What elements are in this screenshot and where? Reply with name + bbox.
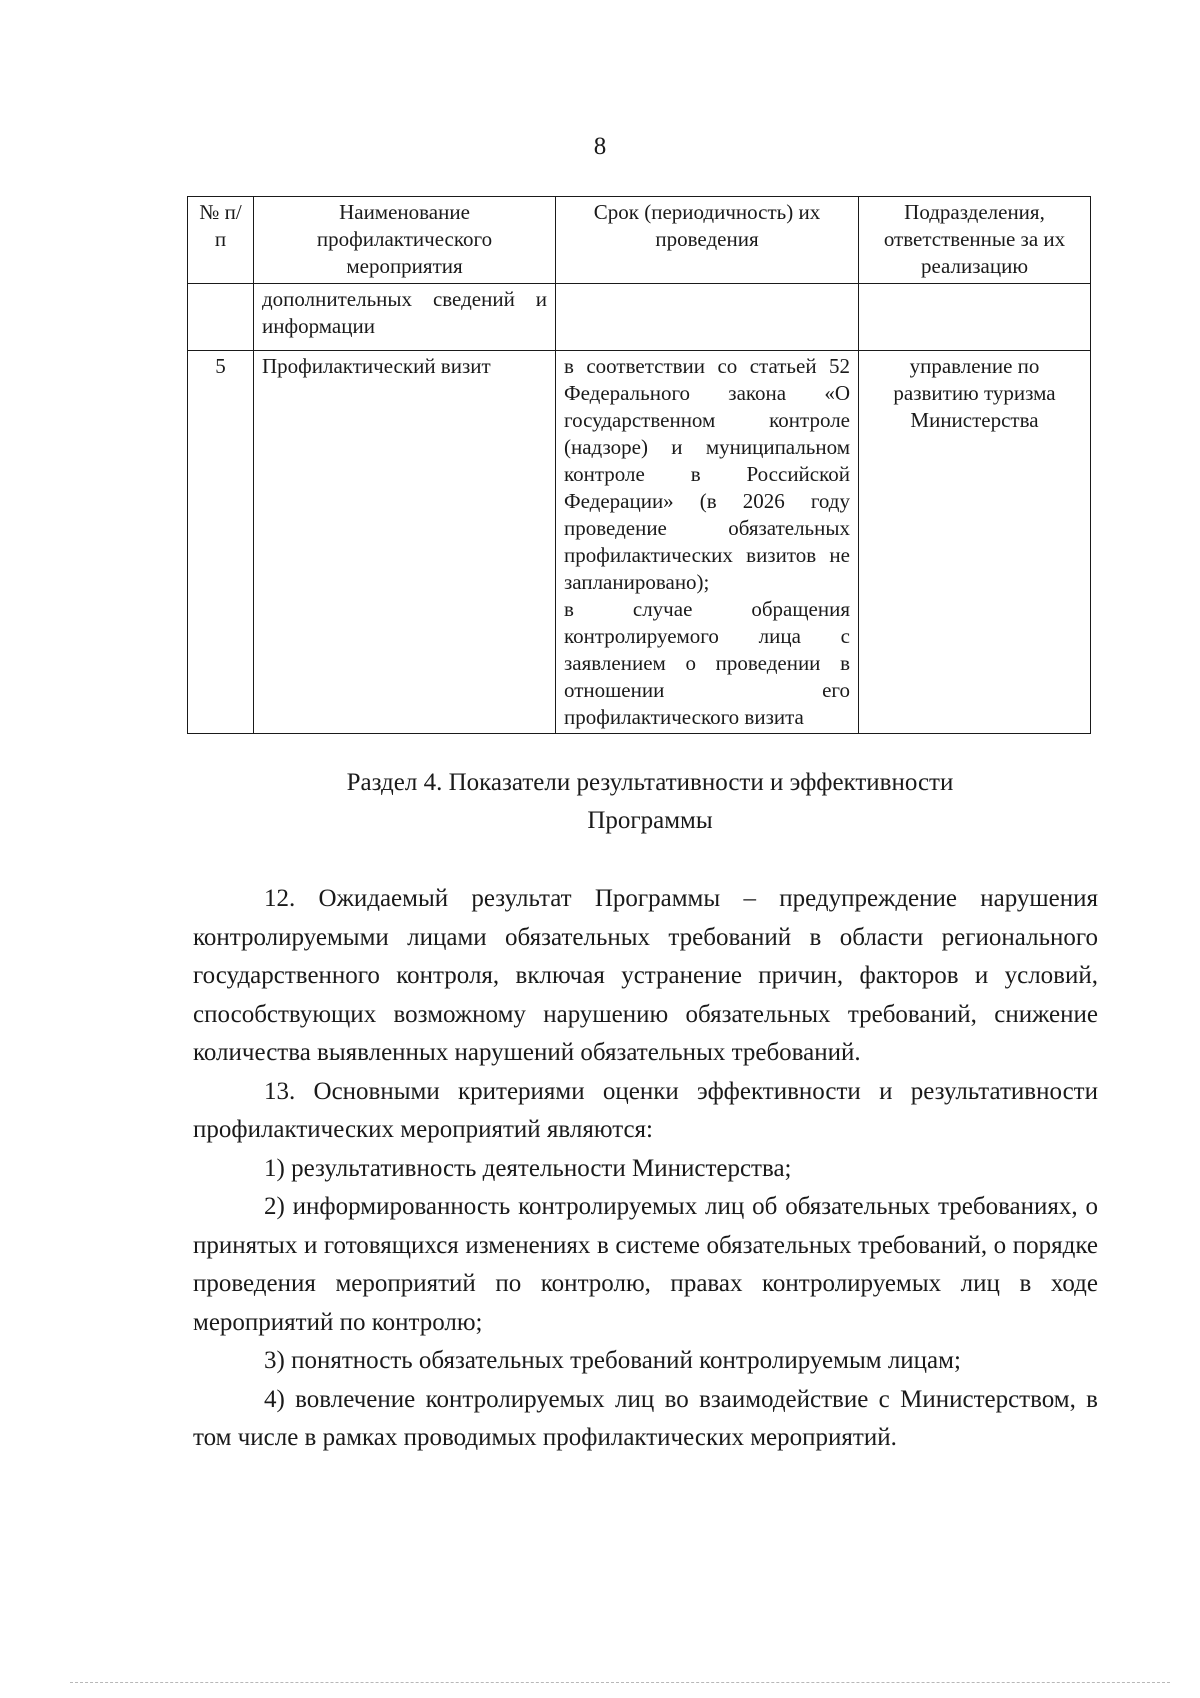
body-text [193, 880, 1098, 1458]
paragraph: 4) вовлечение контролируемых лиц во взаимодействие с Министерством, в том числе в рамках проводимых профилактических мероприятий. [193, 1385, 1098, 1451]
row-activity-name: Профилактический визит [254, 351, 556, 734]
section-title-line1: Раздел 4. Показатели результативности и эффективности [346, 769, 954, 796]
section-title-line2: Программы [587, 807, 713, 834]
paragraph: 3) понятность обязательных требований контролируемым лицам; [264, 1347, 961, 1374]
paragraph: 2) информированность контролируемых лиц об обязательных требованиях, о принятых и готовящихся изменениях в системе обязательных требований, о порядке проведения мероприятий по контролю, правах контролируемых лиц в ходе мероприятий по контролю; [193, 1193, 1098, 1336]
activities-table [187, 196, 1091, 734]
row-number [188, 284, 254, 351]
header-responsible: Подразделения, ответственные за их реализацию [859, 197, 1091, 284]
term-text-part1: в соответствии со статьей 52 Федерального закона «О государственном контроле (надзоре) и муниципальном контроле в Российской Федерации» (в 2026 году проведение обязательных профилактических визитов не запланировано); [564, 354, 850, 594]
paragraph: 1) результативность деятельности Министерства; [264, 1154, 792, 1182]
scan-edge-line [70, 1682, 1170, 1683]
header-term: Срок (периодичность) их проведения [556, 197, 859, 284]
term-text-part2: в случае обращения контролируемого лица с заявлением о проведении в отношении его профилактического визита [564, 597, 850, 729]
row-responsible [859, 284, 1091, 351]
row-term [556, 351, 859, 734]
header-number: № п/п [188, 197, 254, 284]
page-number: 8 [593, 133, 607, 160]
table-header-row [188, 197, 1091, 284]
table-row [188, 351, 1091, 734]
row-responsible: управление по развитию туризма Министерства [859, 351, 1091, 734]
header-activity-name: Наименование профилактического мероприятия [254, 197, 556, 284]
paragraph: 12. Ожидаемый результат Программы – предупреждение нарушения контролируемыми лицами обязательных требований в области регионального государственного контроля, включая устранение причин, факторов и условий, способствующих возможному нарушению обязательных требований, снижение количества выявленных нарушений обязательных требований. [193, 885, 1098, 1066]
section-title [250, 764, 1050, 840]
row-number: 5 [188, 351, 254, 734]
row-activity-name: дополнительных сведений и информации [254, 284, 556, 351]
row-term [556, 284, 859, 351]
paragraph: 13. Основными критериями оценки эффективности и результативности профилактических мероприятий являются: [193, 1077, 1098, 1143]
table-row [188, 284, 1091, 351]
